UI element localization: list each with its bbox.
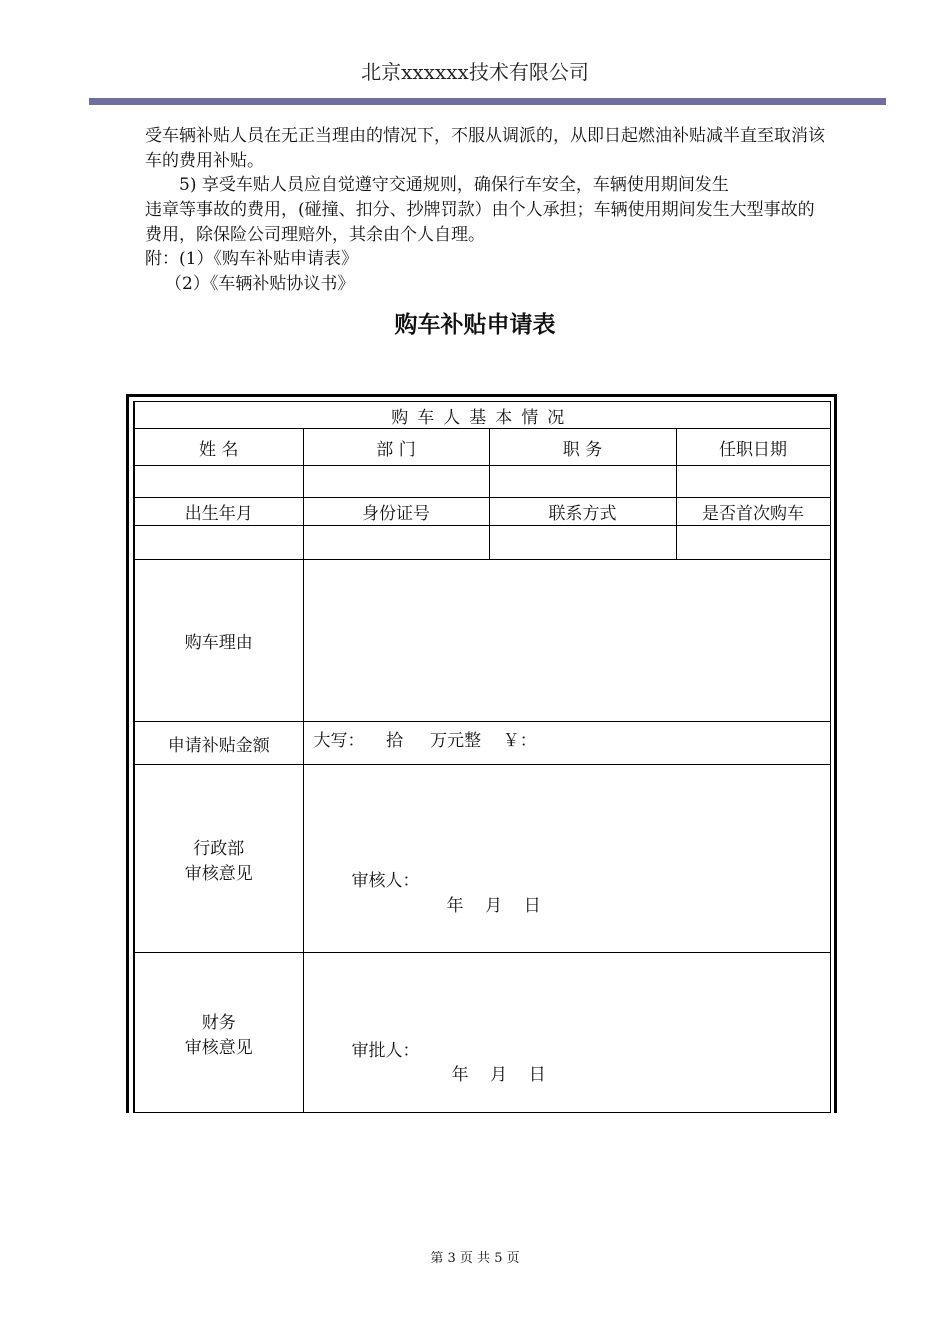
admin-review-date: 年 月 日 xyxy=(446,896,541,916)
label-finance-review xyxy=(134,953,303,1113)
field-department[interactable] xyxy=(303,466,489,498)
paragraph-2-rest: 违章等事故的费用，(碰撞、扣分、抄牌罚款）由个人承担；车辆使用期间发生大型事故的费用，除保险公司理赔外，其余由个人自理。 xyxy=(145,200,815,245)
label-birth: 出生年月 xyxy=(134,498,303,526)
field-purchase-reason[interactable] xyxy=(303,560,830,722)
form-title: 购车补贴申请表 xyxy=(394,312,556,338)
finance-review-date: 年 月 日 xyxy=(451,1065,546,1085)
admin-reviewer-label: 审核人： xyxy=(351,871,420,891)
field-finance-review[interactable] xyxy=(303,953,830,1113)
field-name[interactable] xyxy=(134,466,303,498)
field-admin-review[interactable] xyxy=(303,765,830,953)
field-first-purchase[interactable] xyxy=(676,526,830,560)
paragraph-1: 受车辆补贴人员在无正当理由的情况下，不服从调派的，从即日起燃油补贴减半直至取消该车的费用补贴。 xyxy=(145,126,825,171)
page-footer: 第 3 页 共 5 页 xyxy=(430,1251,520,1266)
label-purchase-reason: 购车理由 xyxy=(134,560,303,722)
amount-text: 大写： 拾 万元整 ￥： xyxy=(313,731,537,751)
page-header-company: 北京xxxxxx技术有限公司 xyxy=(361,60,589,84)
field-subsidy-amount[interactable] xyxy=(303,722,830,765)
paragraph-2 xyxy=(145,173,825,248)
label-id-number: 身份证号 xyxy=(303,498,489,526)
subsidy-application-form xyxy=(133,401,831,1113)
field-id-number[interactable] xyxy=(303,526,489,560)
finance-label-line1: 财务 xyxy=(201,1012,236,1033)
field-appointment-date[interactable] xyxy=(676,466,830,498)
field-birth[interactable] xyxy=(134,526,303,560)
finance-approver-label: 审批人： xyxy=(351,1041,420,1061)
attachment-2: （2）《车辆补贴协议书》 xyxy=(165,274,355,294)
admin-label-line2: 审核意见 xyxy=(184,863,253,884)
label-name: 姓 名 xyxy=(134,429,303,466)
label-subsidy-amount: 申请补贴金额 xyxy=(134,722,303,765)
field-contact[interactable] xyxy=(489,526,676,560)
header-divider xyxy=(89,98,886,105)
admin-label-line1: 行政部 xyxy=(193,838,245,859)
section-header: 购车人基本情况 xyxy=(134,402,830,429)
label-position: 职 务 xyxy=(489,429,676,466)
attachment-1: 附：(1）《购车补贴申请表》 xyxy=(145,249,358,269)
label-appointment-date: 任职日期 xyxy=(676,429,830,466)
paragraph-2-line1: 5) 享受车贴人员应自觉遵守交通规则，确保行车安全，车辆使用期间发生 xyxy=(179,175,729,195)
label-first-purchase: 是否首次购车 xyxy=(676,498,830,526)
field-position[interactable] xyxy=(489,466,676,498)
label-admin-review xyxy=(134,765,303,953)
label-department: 部 门 xyxy=(303,429,489,466)
finance-label-line2: 审核意见 xyxy=(184,1037,253,1058)
label-contact: 联系方式 xyxy=(489,498,676,526)
